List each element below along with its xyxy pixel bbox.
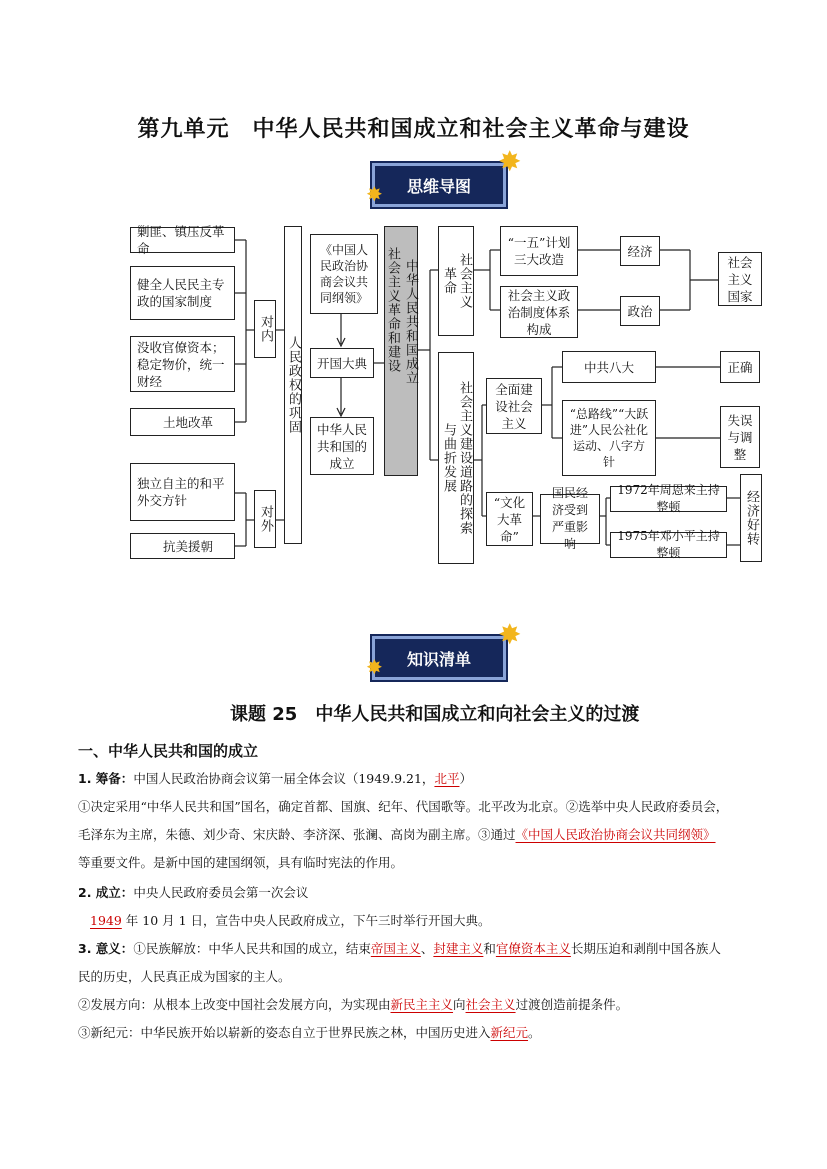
center-topic: 社会主义革命和建设 中华人民共和国成立: [384, 226, 418, 476]
domestic-label: 对内: [254, 300, 276, 358]
paragraph: ①决定采用“中华人民共和国”国名，确定首都、国旗、纪年、代国歌等。北平改为北京。②选举中央人民政府委员会，: [78, 799, 729, 814]
mindmap-node: 政治: [620, 296, 660, 326]
paragraph: 3. 意义：①民族解放：中华人民共和国的成立，结束帝国主义、封建主义和官僚资本主义长期压迫和剥削中国各族人: [78, 941, 721, 956]
paragraph: ③新纪元：中华民族开始以崭新的姿态自立于世界民族之林，中国历史进入新纪元。: [78, 1025, 541, 1040]
section-heading: 一、中华人民共和国的成立: [78, 742, 259, 760]
mindmap-node: 经济好转: [740, 474, 762, 562]
mindmap-node: 社会主义国家: [718, 252, 762, 306]
mindmap-node: 国民经济受到严重影响: [540, 494, 600, 544]
mindmap-node: 失误与调整: [720, 406, 760, 468]
mindmap-node: 经济: [620, 236, 660, 266]
star-icon: ✸: [498, 145, 522, 178]
mindmap-node: 没收官僚资本；稳定物价，统一财经: [130, 336, 235, 392]
unit-title: 第九单元 中华人民共和国成立和社会主义革命与建设: [137, 117, 690, 142]
mindmap-node: 健全人民民主专政的国家制度: [130, 266, 235, 320]
mindmap-badge: 思维导图: [372, 163, 506, 207]
mindmap-node: 1972年周恩来主持整顿: [610, 486, 727, 512]
lesson-title: 课题 25 中华人民共和国成立和向社会主义的过渡: [230, 704, 640, 725]
paragraph: 1949 年 10 月 1 日，宣告中央人民政府成立，下午三时举行开国大典。: [90, 913, 491, 928]
mindmap-node: 中华人民共和国的成立: [310, 417, 374, 475]
star-icon: ✸: [366, 182, 383, 206]
paragraph: 1. 筹备：中国人民政治协商会议第一届全体会议（1949.9.21，北平）: [78, 771, 472, 786]
mindmap-node: “总路线”“大跃进”人民公社化运动、八字方针: [562, 400, 656, 476]
paragraph: 民的历史，人民真正成为国家的主人。: [78, 969, 291, 984]
mindmap-node: 土地改革: [130, 408, 235, 436]
star-icon: ✸: [366, 655, 383, 679]
mindmap-node: 开国大典: [310, 348, 374, 378]
foreign-label: 对外: [254, 490, 276, 548]
star-icon: ✸: [498, 618, 522, 651]
construction-label: 社会主义建设道路的探索与曲折发展: [438, 352, 474, 564]
mindmap-node: 1975年邓小平主持整顿: [610, 532, 727, 558]
mindmap-node: “一五”计划三大改造: [500, 226, 578, 276]
mindmap-node: 中共八大: [562, 351, 656, 383]
mindmap-node: 全面建设社会主义: [486, 378, 542, 434]
revolution-label: 社会主义革命: [438, 226, 474, 336]
mindmap-node: 《中国人民政治协商会议共同纲领》: [310, 234, 378, 314]
paragraph: 毛泽东为主席，朱德、刘少奇、宋庆龄、李济深、张澜、高岗为副主席。③通过《中国人民政治协商会议共同纲领》: [78, 827, 716, 842]
mindmap-node: 社会主义政治制度体系构成: [500, 286, 578, 338]
mindmap-node: 正确: [720, 351, 760, 383]
paragraph: ②发展方向：从根本上改变中国社会发展方向，为实现由新民主主义向社会主义过渡创造前提条件。: [78, 997, 629, 1012]
paragraph: 2. 成立：中央人民政府委员会第一次会议: [78, 885, 309, 900]
mindmap-node: “文化大革命”: [486, 492, 533, 546]
mindmap-node: 抗美援朝: [130, 533, 235, 559]
knowledge-badge: 知识清单: [372, 636, 506, 680]
regime-label: 人民政权的巩固: [284, 226, 302, 544]
mindmap-node: 剿匪、镇压反革命: [130, 227, 235, 253]
paragraph: 等重要文件。是新中国的建国纲领，具有临时宪法的作用。: [78, 855, 404, 870]
mindmap-node: 独立自主的和平外交方针: [130, 463, 235, 521]
